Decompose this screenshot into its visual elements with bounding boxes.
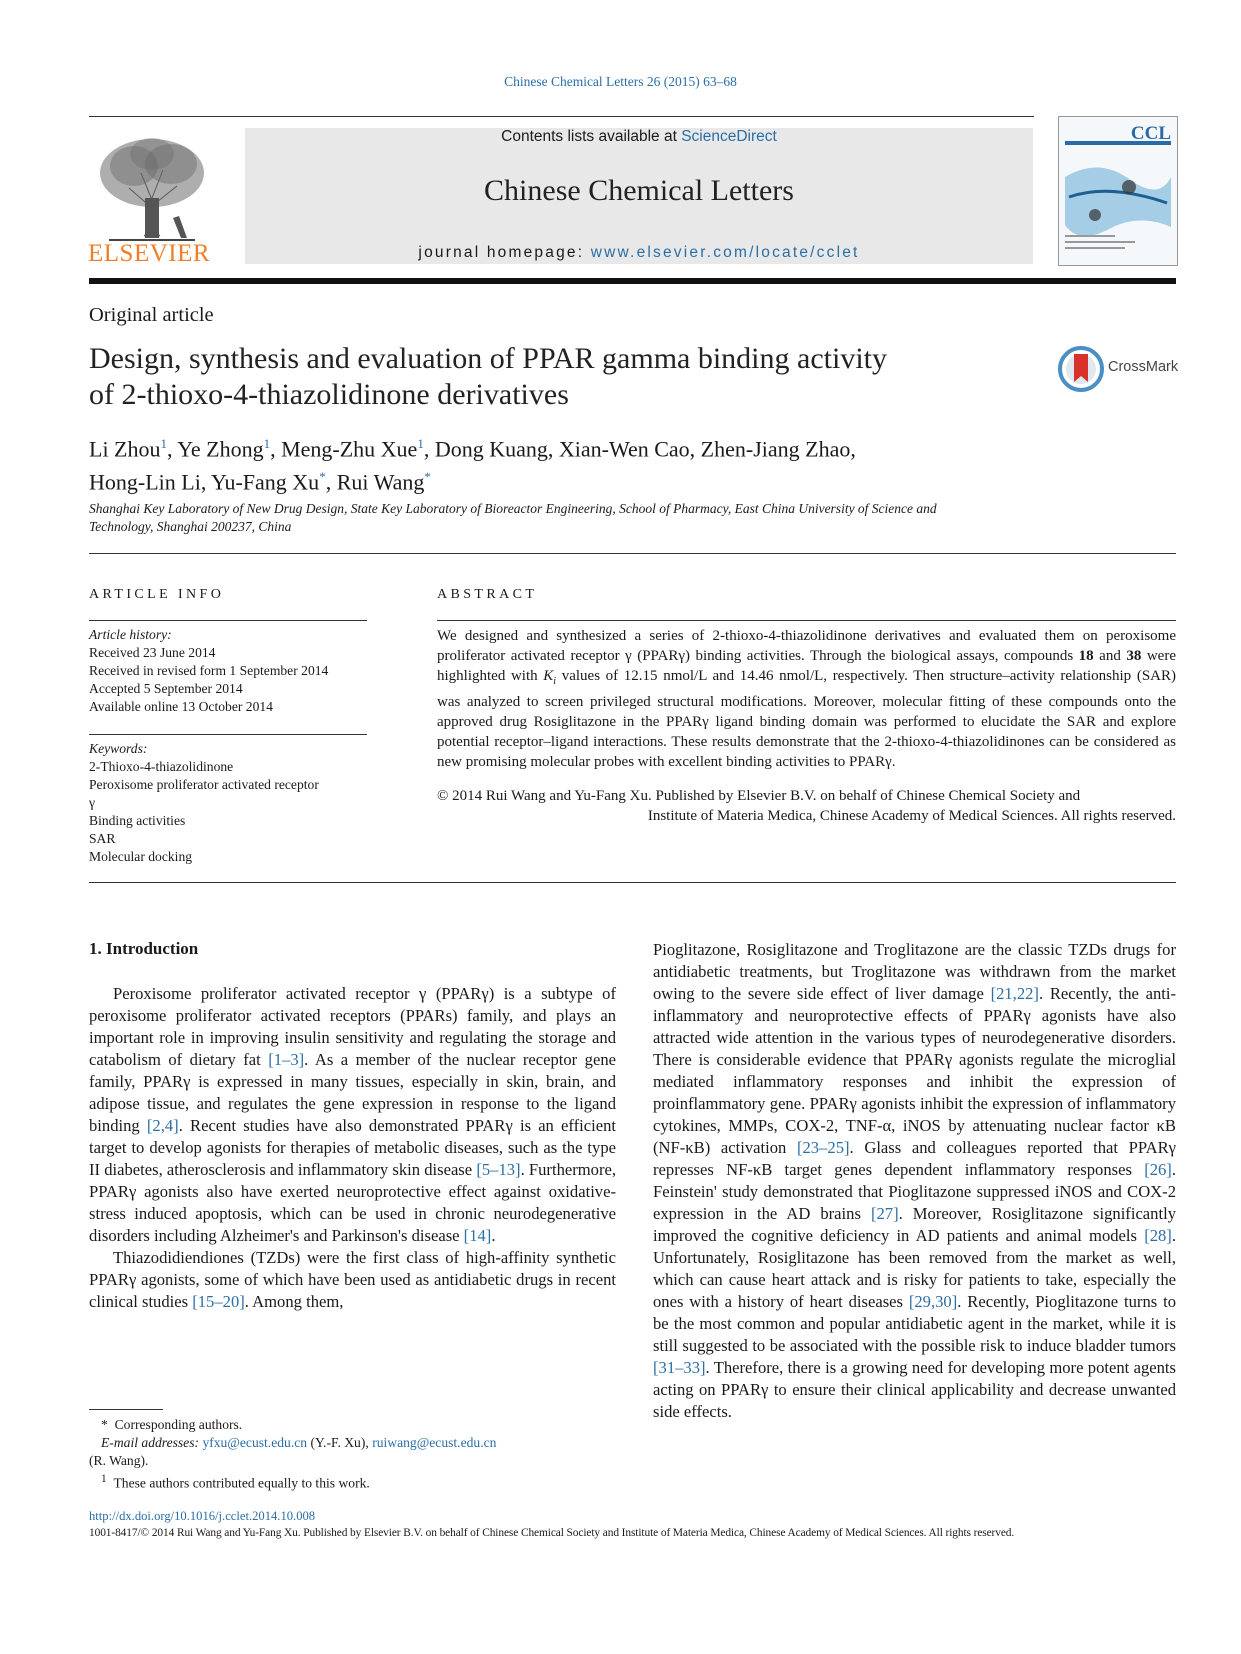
- body-text: . Moreover, Rosiglitazone significantly improved the cognitive deficiency in AD patients and animal models: [653, 1204, 1176, 1245]
- header-divider: [89, 116, 1034, 117]
- keywords-label: Keywords:: [89, 741, 148, 756]
- compound-number: 38: [1126, 648, 1142, 664]
- affiliation: [89, 500, 1039, 536]
- keywords: [89, 740, 369, 866]
- email-owner: (R. Wang).: [89, 1453, 149, 1468]
- citation-link[interactable]: [2,4]: [146, 1116, 179, 1135]
- citation-link[interactable]: [15–20]: [192, 1292, 245, 1311]
- email-link[interactable]: ruiwang@ecust.edu.cn: [372, 1435, 497, 1450]
- author-separator: ,: [200, 469, 212, 495]
- compound-number: 18: [1078, 648, 1094, 664]
- citation-link[interactable]: [14]: [463, 1226, 492, 1245]
- homepage-line: [245, 244, 1033, 262]
- author-separator: ,: [850, 436, 856, 462]
- contents-prefix: Contents lists available at: [501, 128, 682, 145]
- body-column-left: [89, 983, 616, 1313]
- author-list: [89, 430, 1089, 497]
- author-mark[interactable]: 1: [417, 436, 424, 451]
- elsevier-logo[interactable]: [89, 128, 215, 270]
- body-text: Peroxisome proliferator activated receptor γ (PPARγ) is a subtype of peroxisome proliferator activated receptors (PPARs) family, and plays an important role in improving insulin sensitivity and regulating the storage and catabolism of dietary fat: [89, 984, 616, 1069]
- author-line-1: [89, 430, 1089, 463]
- cover-title: CCL: [1130, 123, 1171, 144]
- abstract-text: values of 12.15 nmol/L and 14.46 nmol/L, respectively. Then structure–activity relationship (SAR) was analyzed to screen privileged structural modifications. Moreover, molecular fitting of these compounds onto the approved drug Rosiglitazone in the PPARγ ligand binding domain was performed to elucidate the SAR and explore potential receptor–ligand interactions. These results demonstrate that the 2-thioxo-4-thiazolidinones can be considered as new promising molecular probes with excellent binding activities to PPARγ.: [437, 668, 1176, 770]
- author-name[interactable]: Meng-Zhu Xue: [281, 436, 418, 462]
- section-divider: [89, 553, 1176, 554]
- body-text: . Recently, the anti-inflammatory and neuroprotective effects of PPARγ agonists have also attracted wide attention in the various types of neurodegenerative disorders. There is considerable evidence that PPARγ agonists regulate the microglial mediated inflammatory responses and inhibit the expression of proinflammatory gene. PPARγ agonists inhibit the expression of inflammatory cytokines, MMPs, COX-2, TNF-α, iNOS by attenuating nuclear factor κB (NF-κB) activation: [653, 984, 1176, 1157]
- article-info-heading: ARTICLE INFO: [89, 587, 225, 602]
- body-text: . Furthermore, PPARγ agonists also have exerted neuroprotective effect against oxidative-stress induced apoptosis, which can be used in chronic neurodegenerative disorders including Alzheimer's and Parkinson's disease: [89, 1160, 617, 1245]
- copyright-notice: [437, 786, 1176, 826]
- citation-link[interactable]: [1–3]: [268, 1050, 305, 1069]
- author-mark[interactable]: 1: [160, 436, 167, 451]
- footnote-text: These authors contributed equally to this work.: [113, 1475, 370, 1491]
- title-line-2: of 2-thioxo-4-thiazolidinone derivatives: [89, 378, 569, 411]
- citation-link[interactable]: [5–13]: [476, 1160, 521, 1179]
- body-text: . Feinstein' study demonstrated that Pioglitazone suppressed iNOS and COX-2 expression in the AD brains: [653, 1160, 1176, 1223]
- history-item: Received in revised form 1 September 2014: [89, 663, 329, 678]
- homepage-link[interactable]: www.elsevier.com/locate/cclet: [590, 244, 860, 261]
- info-divider: [89, 620, 367, 621]
- abstract-body: [437, 626, 1176, 772]
- citation-link[interactable]: [31–33]: [653, 1358, 706, 1377]
- abstract-heading: ABSTRACT: [437, 587, 538, 602]
- author-name[interactable]: Li Zhou: [89, 436, 161, 462]
- author-separator: ,: [325, 469, 337, 495]
- crossmark-icon: [1058, 346, 1104, 392]
- contents-line: [245, 128, 1033, 146]
- citation-link[interactable]: [29,30]: [908, 1292, 958, 1311]
- paragraph: [89, 1247, 616, 1313]
- copyright-line-1: © 2014 Rui Wang and Yu-Fang Xu. Published by Elsevier B.V. on behalf of Chinese Chemical Society and: [437, 788, 1081, 804]
- affiliation-line-1: Shanghai Key Laboratory of New Drug Design, State Key Laboratory of Bioreactor Engineering, School of Pharmacy, East China University of Science and: [89, 501, 937, 516]
- keyword-item: 2-Thioxo-4-thiazolidinone: [89, 759, 234, 774]
- citation-link[interactable]: [27]: [870, 1204, 899, 1223]
- article-type: Original article: [89, 304, 214, 326]
- body-text: . Among them,: [244, 1292, 344, 1311]
- abstract-divider: [437, 620, 1176, 621]
- citation-link[interactable]: [23–25]: [796, 1138, 850, 1157]
- author-name[interactable]: Dong Kuang: [434, 436, 548, 462]
- body-column-right: [653, 939, 1176, 1423]
- article-title: [89, 341, 1019, 413]
- history-item: Available online 13 October 2014: [89, 699, 273, 714]
- history-item: Received 23 June 2014: [89, 645, 216, 660]
- author-separator: ,: [167, 436, 178, 462]
- header-thick-divider: [89, 278, 1176, 284]
- ki-symbol: K: [543, 668, 554, 684]
- abstract-text: were highlighted with: [437, 648, 1176, 684]
- email-link[interactable]: yfxu@ecust.edu.cn: [202, 1435, 308, 1450]
- author-line-2: [89, 463, 1089, 496]
- info-divider: [89, 734, 367, 735]
- journal-masthead: [245, 128, 1033, 264]
- section-divider: [89, 882, 1176, 883]
- author-separator: ,: [423, 436, 435, 462]
- citation-link[interactable]: [21,22]: [990, 984, 1039, 1003]
- elsevier-wordmark: ELSEVIER: [88, 240, 211, 267]
- affiliation-line-2: Technology, Shanghai 200237, China: [89, 519, 292, 534]
- body-text: . Unfortunately, Rosiglitazone has been removed from the market as well, which can cause heart attack and is risky for patients to take, especially the ones with a history of heart diseases: [653, 1226, 1176, 1311]
- body-text: . Therefore, there is a growing need for developing more potent agents acting on PPARγ to ensure their clinical applicability and decrease unwanted side effects.: [653, 1358, 1176, 1421]
- citation-link[interactable]: [26]: [1144, 1160, 1172, 1179]
- author-mark[interactable]: *: [319, 469, 326, 485]
- author-mark[interactable]: 1: [263, 436, 271, 451]
- history-item: Accepted 5 September 2014: [89, 681, 243, 696]
- email-footnote: [89, 1434, 616, 1452]
- journal-name: Chinese Chemical Letters: [484, 174, 794, 207]
- footnotes: [89, 1416, 616, 1493]
- sciencedirect-link[interactable]: ScienceDirect: [681, 128, 777, 145]
- abstract-text: We designed and synthesized a series of 2-thioxo-4-thiazolidinone derivatives and evaluated them on peroxisome proliferator activated receptor γ (PPARγ) binding activities. Through the biological assays, compounds: [437, 628, 1176, 664]
- body-text: . Recent studies have also demonstrated PPARγ is an efficient target to develop agonists for therapies of metabolic diseases, such as the type II diabetes, atherosclerosis and inflammatory skin disease: [89, 1116, 617, 1179]
- history-label: Article history:: [89, 627, 172, 642]
- citation-link[interactable]: [28]: [1144, 1226, 1172, 1245]
- author-separator: ,: [547, 436, 559, 462]
- doi-link[interactable]: http://dx.doi.org/10.1016/j.cclet.2014.10.008: [89, 1509, 316, 1523]
- author-name[interactable]: Yu-Fang Xu: [211, 469, 320, 495]
- paragraph: [89, 983, 616, 1247]
- footnote-mark: *: [101, 1417, 108, 1432]
- article-history: [89, 626, 369, 716]
- journal-cover-image[interactable]: [1058, 116, 1178, 266]
- author-name[interactable]: Xian-Wen Cao: [558, 436, 690, 462]
- corresponding-footnote: [89, 1416, 616, 1434]
- author-name[interactable]: Zhen-Jiang Zhao: [700, 436, 851, 462]
- author-separator: ,: [689, 436, 701, 462]
- keyword-item: Molecular docking: [89, 849, 193, 864]
- body-text: . Glass and colleagues reported that PPARγ represses NF-κB target genes dependent inflammatory responses: [653, 1138, 1176, 1179]
- keyword-item: Binding activities: [89, 813, 186, 828]
- keyword-item: Peroxisome proliferator activated receptor: [89, 777, 319, 792]
- body-text: . As a member of the nuclear receptor gene family, PPARγ is expressed in many tissues, especially in skin, brain, and adipose tissue, and regulates the gene expression in response to the ligand binding: [89, 1050, 616, 1135]
- body-text: Pioglitazone, Rosiglitazone and Troglitazone are the classic TZDs drugs for antidiabetic treatments, but Troglitazone was withdrawn from the market owing to the severe side effect of liver damage: [653, 940, 1176, 1003]
- footnote-mark: 1: [101, 1473, 107, 1485]
- footnote-divider: [89, 1409, 163, 1410]
- body-text: Thiazodidiendiones (TZDs) were the first class of high-affinity synthetic PPARγ agonists, some of which have been used as antidiabetic drugs in recent clinical studies: [89, 1248, 616, 1311]
- author-name[interactable]: Rui Wang: [336, 469, 425, 495]
- homepage-prefix: journal homepage:: [418, 244, 591, 261]
- crossmark-badge[interactable]: [1058, 346, 1182, 392]
- email-label: E-mail addresses:: [101, 1435, 203, 1450]
- introduction-heading: 1. Introduction: [89, 939, 199, 958]
- body-text: . Recently, Pioglitazone turns to be the most common and popular antidiabetic agent in the market, while it is still suggested to be associated with the possible risk to induce bladder tumors: [653, 1292, 1176, 1355]
- body-text: .: [491, 1226, 496, 1245]
- ki-subscript: i: [553, 676, 557, 687]
- author-name[interactable]: Hong-Lin Li: [89, 469, 201, 495]
- keyword-item: SAR: [89, 831, 116, 846]
- paragraph: [653, 939, 1176, 1423]
- email-owner: (Y.-F. Xu),: [307, 1435, 373, 1450]
- issn-copyright-line: 1001-8417/© 2014 Rui Wang and Yu-Fang Xu. Published by Elsevier B.V. on behalf of Chinese Chemical Society and Institute of Materia Medica, Chinese Academy of Medical Sciences. All rights reserved.: [89, 1527, 1015, 1539]
- author-name[interactable]: Ye Zhong: [177, 436, 264, 462]
- author-mark[interactable]: *: [424, 469, 431, 485]
- equal-contribution-footnote: [89, 1470, 616, 1493]
- journal-citation[interactable]: Chinese Chemical Letters 26 (2015) 63–68: [504, 74, 737, 89]
- keyword-item: γ: [89, 795, 96, 810]
- title-line-1: Design, synthesis and evaluation of PPAR gamma binding activity: [89, 342, 887, 375]
- crossmark-label: CrossMark: [1108, 359, 1179, 375]
- copyright-line-2: Institute of Materia Medica, Chinese Academy of Medical Sciences. All rights reserved.: [647, 808, 1176, 824]
- author-separator: ,: [270, 436, 282, 462]
- footnote-text: Corresponding authors.: [114, 1417, 243, 1432]
- abstract-text: and: [1093, 648, 1127, 664]
